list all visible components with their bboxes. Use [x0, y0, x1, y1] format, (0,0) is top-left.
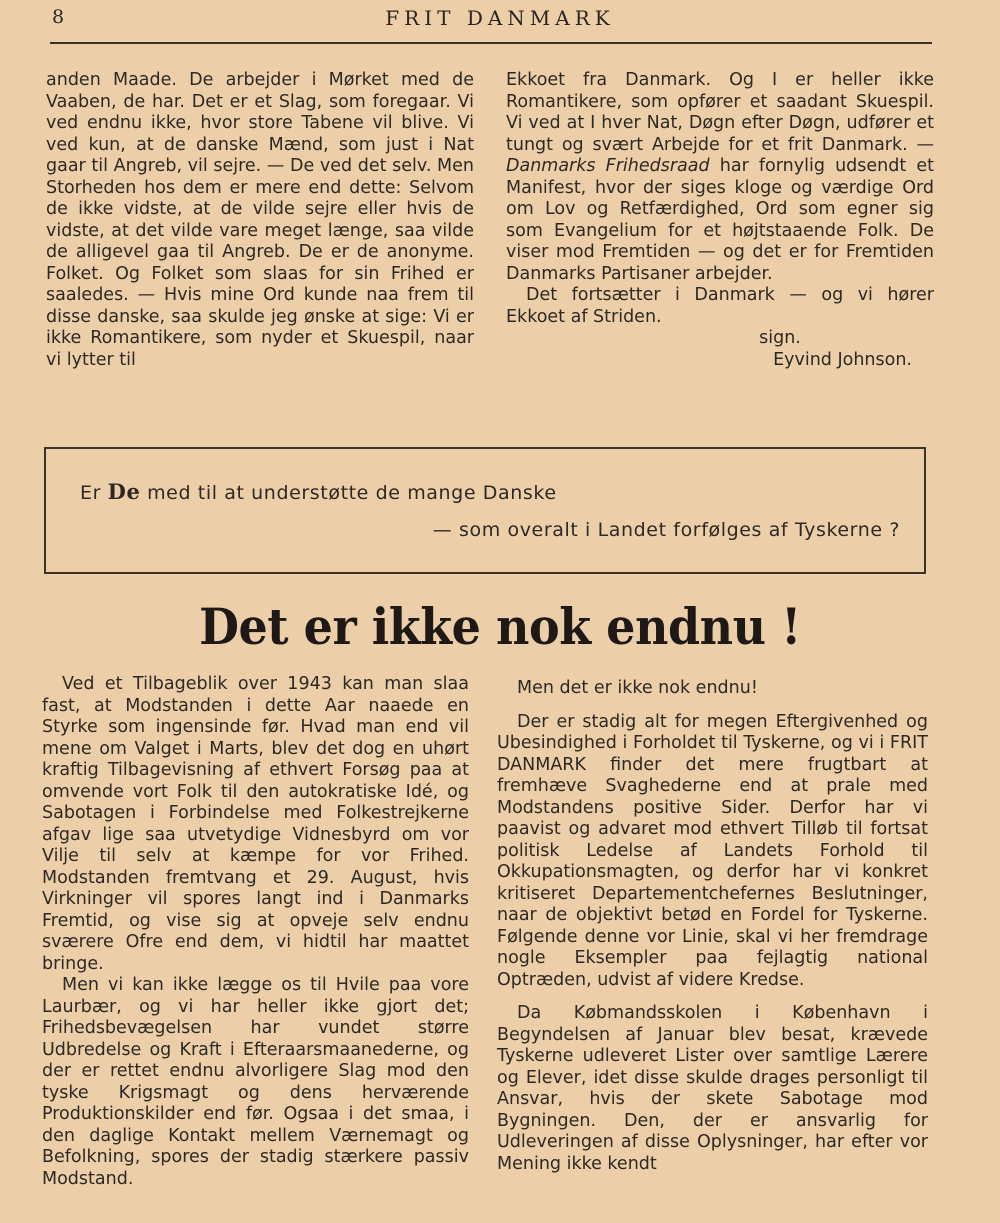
page-number: 8 [52, 6, 66, 28]
notice-box [44, 447, 926, 574]
article-right-paragraph-2: Der er stadig alt for megen Eftergivenhed og Ubesindighed i Forholdet til Tyskerne, og vi i FRIT DANMARK finder det mere frugtbart at fremhæve Svaghederne end at prale med Modstandens positive Sider. Derfor har vi paavist og advaret mod ethvert Tilløb til fortsat politisk Ledelse af Landets Forhold til Okkupationsmagten, og derfor har vi konkret kritiseret Departementchefernes Beslutninger, naar de objektivt betød en Fordel for Tyskerne. Følgende denne vor Linie, skal vi her fremdrage nogle Eksempler paa fejlagtig national Optræden, udvist af videre Kredse. [497, 711, 928, 990]
article-headline: Det er ikke nok endnu ! [199, 597, 801, 656]
top-right-paragraph-2: Det fortsætter i Danmark — og vi hører Ekkoet af Striden. [506, 285, 934, 327]
notice-bold-de: De [107, 479, 141, 504]
article-right-paragraph-1: Men det er ikke nok endnu! [517, 678, 758, 698]
header-rule [50, 42, 932, 44]
author-name: Eyvind Johnson. [773, 349, 912, 370]
article-left-paragraph-1: Ved et Tilbageblik over 1943 kan man slaa fast, at Modstanden i dette Aar naaede en Styrke som ingensinde før. Hvad man end vil mene om Valget i Marts, blev det dog en uhørt kraftig Tilbagevisning af ethvert Forsøg paa at omvende vort Folk til den autokratiske Idé, og Sabotagen i Forbindelse med Folkestrejkerne afgav lige saa utvetydige Vidnesbyrd om vor Vilje til selv at kæmpe for vor Frihed. Modstanden fremtvang et 29. August, hvis Virkninger vil spores langt ind i Danmarks Fremtid, og vise sig at opveje selv endnu sværere Ofre end dem, vi hidtil har maattet bringe. [42, 674, 469, 974]
article-left-paragraph-2: Men vi kan ikke lægge os til Hvile paa vore Laurbær, og vi har heller ikke gjort det; Frihedsbevægelsen har vundet større Udbredelse og Kraft i Efteraarsmaanederne, og der er rettet endnu alvorligere Slag mod den tyske Krigsmagt og dens herværende Produktionskilder end før. Ogsaa i det smaa, i den daglige Kontakt mellem Værnemagt og Befolkning, spores der stadig stærkere passiv Modstand. [42, 975, 469, 1189]
article-left-column [42, 674, 469, 1190]
notice-line-2: — som overalt i Landet forfølges af Tyskerne ? [432, 519, 900, 541]
top-left-column [46, 70, 474, 371]
top-right-column [506, 70, 934, 371]
top-left-text: anden Maade. De arbejder i Mørket med de Vaaben, de har. Det er et Slag, som foregaar. Vi ved endnu ikke, hvor store Tabene vil blive. Vi ved kun, at de danske Mænd, som just i Nat gaar til Angreb, vil sejre. — De ved det selv. Men Storheden hos dem er mere end dette: Selvom de ikke vidste, at de vilde sejre eller hvis de vidste, at det vilde vare meget længe, saa vilde de alligevel gaa til Angreb. De er de anonyme. Folket. Og Folket som slaas for sin Frihed er saaledes. — Hvis mine Ord kunde naa frem til disse danske, saa skulde jeg ønske at sige: Vi er ikke Romantikere, som nyder et Skuespil, naar vi lytter til [46, 70, 474, 370]
sign-label: sign. [759, 328, 801, 348]
top-right-paragraph-1 [506, 70, 934, 285]
top-right-text-b: har fornylig udsendt et Manifest, hvor der siges kloge og værdige Ord om Lov og Retfærdighed, Ord som egner sig som Evangelium for et højtstaaende Folk. De viser mod Fremtiden — og det er for Fremtiden Danmarks Partisaner arbejder. [506, 156, 934, 284]
top-right-text-a: Ekkoet fra Danmark. Og I er heller ikke Romantikere, som opfører et saadant Skuespil. Vi ved at I hver Nat, Døgn efter Døgn, udfører et tungt og svært Arbejde for et frit Danmark. — [506, 70, 934, 155]
notice-line-1-start: Er [80, 482, 108, 504]
notice-line-1-end: med til at understøtte de mange Danske [140, 482, 557, 504]
article-right-paragraph-3: Da Købmandsskolen i København i Begyndelsen af Januar blev besat, krævede Tyskerne udleveret Lister over samtlige Lærere og Elever, idet disse skulde drages personligt til Ansvar, hvis der skete Sabotage mod Bygningen. Den, der er ansvarlig for Udleveringen af disse Oplysninger, har efter vor Mening ikke kendt [497, 1003, 928, 1174]
article-right-column [497, 678, 928, 1175]
running-title: FRIT DANMARK [385, 6, 615, 30]
frihedsraad-italic: Danmarks Frihedsraad [506, 156, 710, 176]
notice-line-1 [80, 479, 557, 504]
